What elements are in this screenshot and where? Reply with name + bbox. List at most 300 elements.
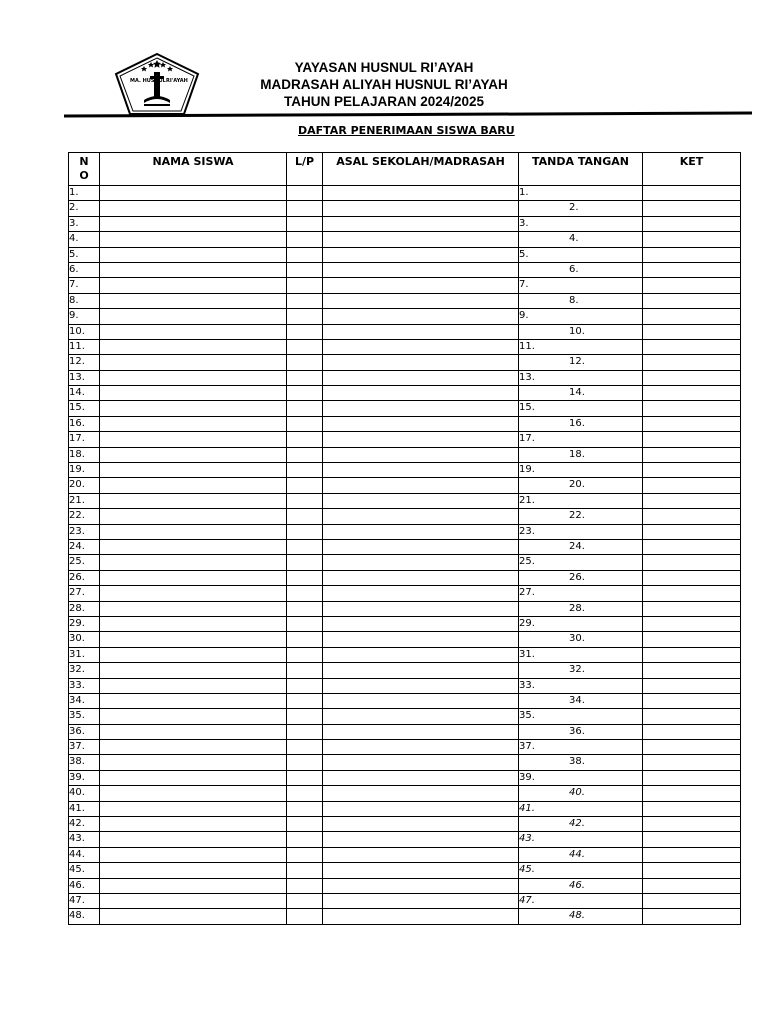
signature-cell[interactable]: 37. [519, 740, 643, 755]
student-name-cell[interactable] [100, 817, 287, 832]
table-row [69, 370, 741, 385]
student-name-cell[interactable] [100, 601, 287, 616]
gender-cell[interactable] [287, 186, 323, 201]
origin-school-cell[interactable] [323, 770, 519, 785]
note-cell[interactable] [643, 801, 741, 816]
origin-school-cell[interactable] [323, 755, 519, 770]
table-row [69, 632, 741, 647]
signature-cell[interactable]: 36. [519, 724, 643, 739]
table-row [69, 755, 741, 770]
origin-school-cell[interactable] [323, 555, 519, 570]
student-name-cell[interactable] [100, 632, 287, 647]
gender-cell[interactable] [287, 909, 323, 924]
gender-cell[interactable] [287, 693, 323, 708]
origin-school-cell[interactable] [323, 632, 519, 647]
note-cell[interactable] [643, 586, 741, 601]
signature-cell[interactable]: 39. [519, 770, 643, 785]
origin-school-cell[interactable] [323, 447, 519, 462]
row-number: 42. [69, 817, 100, 832]
table-row [69, 863, 741, 878]
table-row [69, 909, 741, 924]
origin-school-cell[interactable] [323, 832, 519, 847]
signature-cell[interactable]: 13. [519, 370, 643, 385]
gender-cell[interactable] [287, 555, 323, 570]
note-cell[interactable] [643, 416, 741, 431]
signature-cell[interactable]: 9. [519, 309, 643, 324]
student-name-cell[interactable] [100, 863, 287, 878]
note-cell[interactable] [643, 632, 741, 647]
table-row [69, 478, 741, 493]
origin-school-cell[interactable] [323, 386, 519, 401]
signature-cell[interactable]: 14. [519, 386, 643, 401]
gender-cell[interactable] [287, 601, 323, 616]
student-name-cell[interactable] [100, 539, 287, 554]
gender-cell[interactable] [287, 740, 323, 755]
origin-school-cell[interactable] [323, 570, 519, 585]
gender-cell[interactable] [287, 478, 323, 493]
origin-school-cell[interactable] [323, 463, 519, 478]
gender-cell[interactable] [287, 232, 323, 247]
origin-school-cell[interactable] [323, 586, 519, 601]
signature-cell[interactable]: 26. [519, 570, 643, 585]
origin-school-cell[interactable] [323, 493, 519, 508]
student-name-cell[interactable] [100, 740, 287, 755]
signature-cell[interactable]: 34. [519, 693, 643, 708]
row-number: 43. [69, 832, 100, 847]
origin-school-cell[interactable] [323, 262, 519, 277]
note-cell[interactable] [643, 678, 741, 693]
origin-school-cell[interactable] [323, 186, 519, 201]
origin-school-cell[interactable] [323, 817, 519, 832]
student-name-cell[interactable] [100, 478, 287, 493]
note-cell[interactable] [643, 186, 741, 201]
signature-cell[interactable]: 43. [519, 832, 643, 847]
origin-school-cell[interactable] [323, 478, 519, 493]
note-cell[interactable] [643, 647, 741, 662]
gender-cell[interactable] [287, 709, 323, 724]
note-cell[interactable] [643, 601, 741, 616]
student-name-cell[interactable] [100, 847, 287, 862]
origin-school-cell[interactable] [323, 432, 519, 447]
origin-school-cell[interactable] [323, 863, 519, 878]
table-row [69, 555, 741, 570]
note-cell[interactable] [643, 447, 741, 462]
student-name-cell[interactable] [100, 386, 287, 401]
origin-school-cell[interactable] [323, 847, 519, 862]
column-header-note: KET [643, 153, 741, 186]
table-row [69, 663, 741, 678]
note-cell[interactable] [643, 524, 741, 539]
signature-cell[interactable]: 4. [519, 232, 643, 247]
signature-cell[interactable]: 19. [519, 463, 643, 478]
gender-cell[interactable] [287, 632, 323, 647]
student-name-cell[interactable] [100, 909, 287, 924]
note-cell[interactable] [643, 740, 741, 755]
row-number: 39. [69, 770, 100, 785]
gender-cell[interactable] [287, 447, 323, 462]
student-name-cell[interactable] [100, 355, 287, 370]
note-cell[interactable] [643, 570, 741, 585]
student-name-cell[interactable] [100, 647, 287, 662]
signature-cell[interactable]: 1. [519, 186, 643, 201]
signature-cell[interactable]: 38. [519, 755, 643, 770]
row-number: 46. [69, 878, 100, 893]
student-name-cell[interactable] [100, 370, 287, 385]
note-cell[interactable] [643, 309, 741, 324]
gender-cell[interactable] [287, 309, 323, 324]
student-name-cell[interactable] [100, 186, 287, 201]
origin-school-cell[interactable] [323, 370, 519, 385]
gender-cell[interactable] [287, 539, 323, 554]
note-cell[interactable] [643, 247, 741, 262]
student-name-cell[interactable] [100, 262, 287, 277]
row-number: 16. [69, 416, 100, 431]
note-cell[interactable] [643, 663, 741, 678]
signature-cell[interactable]: 11. [519, 339, 643, 354]
student-name-cell[interactable] [100, 401, 287, 416]
row-number: 48. [69, 909, 100, 924]
gender-cell[interactable] [287, 817, 323, 832]
table-row [69, 709, 741, 724]
student-name-cell[interactable] [100, 416, 287, 431]
note-cell[interactable] [643, 878, 741, 893]
column-header-signature: TANDA TANGAN [519, 153, 643, 186]
signature-cell[interactable]: 24. [519, 539, 643, 554]
note-cell[interactable] [643, 709, 741, 724]
origin-school-cell[interactable] [323, 278, 519, 293]
signature-cell[interactable]: 21. [519, 493, 643, 508]
origin-school-cell[interactable] [323, 740, 519, 755]
note-cell[interactable] [643, 478, 741, 493]
student-name-cell[interactable] [100, 201, 287, 216]
gender-cell[interactable] [287, 463, 323, 478]
row-number: 8. [69, 293, 100, 308]
row-number: 7. [69, 278, 100, 293]
table-row [69, 509, 741, 524]
row-number: 40. [69, 786, 100, 801]
note-cell[interactable] [643, 909, 741, 924]
gender-cell[interactable] [287, 355, 323, 370]
note-cell[interactable] [643, 324, 741, 339]
row-number: 38. [69, 755, 100, 770]
note-cell[interactable] [643, 693, 741, 708]
column-header-origin-school: ASAL SEKOLAH/MADRASAH [323, 153, 519, 186]
gender-cell[interactable] [287, 724, 323, 739]
table-row [69, 678, 741, 693]
gender-cell[interactable] [287, 386, 323, 401]
note-cell[interactable] [643, 278, 741, 293]
origin-school-cell[interactable] [323, 647, 519, 662]
origin-school-cell[interactable] [323, 786, 519, 801]
gender-cell[interactable] [287, 755, 323, 770]
student-name-cell[interactable] [100, 247, 287, 262]
table-row [69, 893, 741, 908]
table-row [69, 801, 741, 816]
signature-cell[interactable]: 48. [519, 909, 643, 924]
gender-cell[interactable] [287, 770, 323, 785]
gender-cell[interactable] [287, 647, 323, 662]
gender-cell[interactable] [287, 570, 323, 585]
signature-cell[interactable]: 31. [519, 647, 643, 662]
note-cell[interactable] [643, 893, 741, 908]
signature-cell[interactable]: 5. [519, 247, 643, 262]
signature-cell[interactable]: 35. [519, 709, 643, 724]
header-academic-year: TAHUN PELAJARAN 2024/2025 [283, 94, 485, 109]
gender-cell[interactable] [287, 416, 323, 431]
gender-cell[interactable] [287, 786, 323, 801]
signature-cell[interactable]: 44. [519, 847, 643, 862]
signature-cell[interactable]: 41. [519, 801, 643, 816]
gender-cell[interactable] [287, 262, 323, 277]
origin-school-cell[interactable] [323, 801, 519, 816]
gender-cell[interactable] [287, 847, 323, 862]
note-cell[interactable] [643, 770, 741, 785]
gender-cell[interactable] [287, 216, 323, 231]
signature-cell[interactable]: 46. [519, 878, 643, 893]
note-cell[interactable] [643, 847, 741, 862]
origin-school-cell[interactable] [323, 324, 519, 339]
student-name-cell[interactable] [100, 447, 287, 462]
gender-cell[interactable] [287, 678, 323, 693]
signature-cell[interactable]: 27. [519, 586, 643, 601]
document-title: DAFTAR PENERIMAAN SISWA BARU [298, 124, 515, 137]
signature-cell[interactable]: 45. [519, 863, 643, 878]
note-cell[interactable] [643, 339, 741, 354]
origin-school-cell[interactable] [323, 539, 519, 554]
svg-text:RI'AYAH: RI'AYAH [166, 78, 188, 84]
student-name-cell[interactable] [100, 524, 287, 539]
origin-school-cell[interactable] [323, 878, 519, 893]
table-row [69, 401, 741, 416]
signature-cell[interactable]: 29. [519, 616, 643, 631]
origin-school-cell[interactable] [323, 232, 519, 247]
row-number: 21. [69, 493, 100, 508]
origin-school-cell[interactable] [323, 724, 519, 739]
student-name-cell[interactable] [100, 709, 287, 724]
student-name-cell[interactable] [100, 309, 287, 324]
origin-school-cell[interactable] [323, 401, 519, 416]
note-cell[interactable] [643, 216, 741, 231]
gender-cell[interactable] [287, 293, 323, 308]
origin-school-cell[interactable] [323, 616, 519, 631]
note-cell[interactable] [643, 509, 741, 524]
signature-cell[interactable]: 2. [519, 201, 643, 216]
signature-cell[interactable]: 42. [519, 817, 643, 832]
student-name-cell[interactable] [100, 555, 287, 570]
table-row [69, 278, 741, 293]
signature-cell[interactable]: 22. [519, 509, 643, 524]
signature-cell[interactable]: 8. [519, 293, 643, 308]
signature-cell[interactable]: 30. [519, 632, 643, 647]
table-row [69, 586, 741, 601]
student-name-cell[interactable] [100, 755, 287, 770]
student-name-cell[interactable] [100, 324, 287, 339]
student-name-cell[interactable] [100, 832, 287, 847]
note-cell[interactable] [643, 262, 741, 277]
student-name-cell[interactable] [100, 432, 287, 447]
signature-cell[interactable]: 25. [519, 555, 643, 570]
note-cell[interactable] [643, 355, 741, 370]
student-name-cell[interactable] [100, 893, 287, 908]
origin-school-cell[interactable] [323, 709, 519, 724]
student-name-cell[interactable] [100, 786, 287, 801]
origin-school-cell[interactable] [323, 339, 519, 354]
note-cell[interactable] [643, 293, 741, 308]
gender-cell[interactable] [287, 586, 323, 601]
note-cell[interactable] [643, 463, 741, 478]
origin-school-cell[interactable] [323, 601, 519, 616]
row-number: 37. [69, 740, 100, 755]
signature-cell[interactable]: 33. [519, 678, 643, 693]
registration-table [68, 152, 741, 925]
note-cell[interactable] [643, 386, 741, 401]
header-school-name: MADRASAH ALIYAH HUSNUL RI’AYAH [260, 77, 508, 92]
signature-cell[interactable]: 6. [519, 262, 643, 277]
gender-cell[interactable] [287, 832, 323, 847]
student-name-cell[interactable] [100, 509, 287, 524]
origin-school-cell[interactable] [323, 678, 519, 693]
student-name-cell[interactable] [100, 801, 287, 816]
signature-cell[interactable]: 12. [519, 355, 643, 370]
signature-cell[interactable]: 20. [519, 478, 643, 493]
table-row [69, 201, 741, 216]
gender-cell[interactable] [287, 863, 323, 878]
student-name-cell[interactable] [100, 216, 287, 231]
note-cell[interactable] [643, 616, 741, 631]
origin-school-cell[interactable] [323, 509, 519, 524]
signature-cell[interactable]: 47. [519, 893, 643, 908]
table-row [69, 570, 741, 585]
signature-cell[interactable]: 3. [519, 216, 643, 231]
origin-school-cell[interactable] [323, 247, 519, 262]
note-cell[interactable] [643, 201, 741, 216]
note-cell[interactable] [643, 863, 741, 878]
gender-cell[interactable] [287, 432, 323, 447]
gender-cell[interactable] [287, 524, 323, 539]
svg-text:MA. HUSNUL: MA. HUSNUL [130, 78, 166, 84]
note-cell[interactable] [643, 493, 741, 508]
student-name-cell[interactable] [100, 493, 287, 508]
note-cell[interactable] [643, 432, 741, 447]
student-name-cell[interactable] [100, 278, 287, 293]
signature-cell[interactable]: 23. [519, 524, 643, 539]
signature-cell[interactable]: 18. [519, 447, 643, 462]
table-row [69, 339, 741, 354]
signature-cell[interactable]: 17. [519, 432, 643, 447]
origin-school-cell[interactable] [323, 693, 519, 708]
signature-cell[interactable]: 10. [519, 324, 643, 339]
row-number: 22. [69, 509, 100, 524]
student-name-cell[interactable] [100, 770, 287, 785]
gender-cell[interactable] [287, 247, 323, 262]
note-cell[interactable] [643, 370, 741, 385]
note-cell[interactable] [643, 786, 741, 801]
gender-cell[interactable] [287, 370, 323, 385]
note-cell[interactable] [643, 539, 741, 554]
origin-school-cell[interactable] [323, 416, 519, 431]
student-name-cell[interactable] [100, 663, 287, 678]
origin-school-cell[interactable] [323, 893, 519, 908]
origin-school-cell[interactable] [323, 663, 519, 678]
row-number: 6. [69, 262, 100, 277]
table-row [69, 539, 741, 554]
student-name-cell[interactable] [100, 724, 287, 739]
student-name-cell[interactable] [100, 293, 287, 308]
signature-cell[interactable]: 32. [519, 663, 643, 678]
signature-cell[interactable]: 7. [519, 278, 643, 293]
origin-school-cell[interactable] [323, 201, 519, 216]
origin-school-cell[interactable] [323, 524, 519, 539]
student-name-cell[interactable] [100, 339, 287, 354]
note-cell[interactable] [643, 724, 741, 739]
origin-school-cell[interactable] [323, 909, 519, 924]
table-row [69, 447, 741, 462]
student-name-cell[interactable] [100, 463, 287, 478]
table-row [69, 293, 741, 308]
student-name-cell[interactable] [100, 232, 287, 247]
gender-cell[interactable] [287, 509, 323, 524]
signature-cell[interactable]: 28. [519, 601, 643, 616]
gender-cell[interactable] [287, 801, 323, 816]
signature-cell[interactable]: 40. [519, 786, 643, 801]
note-cell[interactable] [643, 755, 741, 770]
row-number: 3. [69, 216, 100, 231]
gender-cell[interactable] [287, 278, 323, 293]
student-name-cell[interactable] [100, 616, 287, 631]
note-cell[interactable] [643, 232, 741, 247]
student-name-cell[interactable] [100, 586, 287, 601]
gender-cell[interactable] [287, 339, 323, 354]
gender-cell[interactable] [287, 878, 323, 893]
note-cell[interactable] [643, 817, 741, 832]
gender-cell[interactable] [287, 201, 323, 216]
gender-cell[interactable] [287, 663, 323, 678]
row-number: 45. [69, 863, 100, 878]
signature-cell[interactable]: 15. [519, 401, 643, 416]
table-row [69, 724, 741, 739]
gender-cell[interactable] [287, 401, 323, 416]
table-row [69, 386, 741, 401]
gender-cell[interactable] [287, 616, 323, 631]
signature-cell[interactable]: 16. [519, 416, 643, 431]
row-number: 12. [69, 355, 100, 370]
row-number: 20. [69, 478, 100, 493]
student-name-cell[interactable] [100, 693, 287, 708]
note-cell[interactable] [643, 555, 741, 570]
gender-cell[interactable] [287, 324, 323, 339]
student-name-cell[interactable] [100, 878, 287, 893]
row-number: 29. [69, 616, 100, 631]
table-row [69, 186, 741, 201]
origin-school-cell[interactable] [323, 216, 519, 231]
origin-school-cell[interactable] [323, 293, 519, 308]
origin-school-cell[interactable] [323, 309, 519, 324]
table-row [69, 493, 741, 508]
origin-school-cell[interactable] [323, 355, 519, 370]
gender-cell[interactable] [287, 493, 323, 508]
table-row [69, 432, 741, 447]
student-name-cell[interactable] [100, 678, 287, 693]
table-row [69, 524, 741, 539]
note-cell[interactable] [643, 401, 741, 416]
row-number: 14. [69, 386, 100, 401]
gender-cell[interactable] [287, 893, 323, 908]
row-number: 24. [69, 539, 100, 554]
row-number: 9. [69, 309, 100, 324]
table-row [69, 247, 741, 262]
student-name-cell[interactable] [100, 570, 287, 585]
note-cell[interactable] [643, 832, 741, 847]
